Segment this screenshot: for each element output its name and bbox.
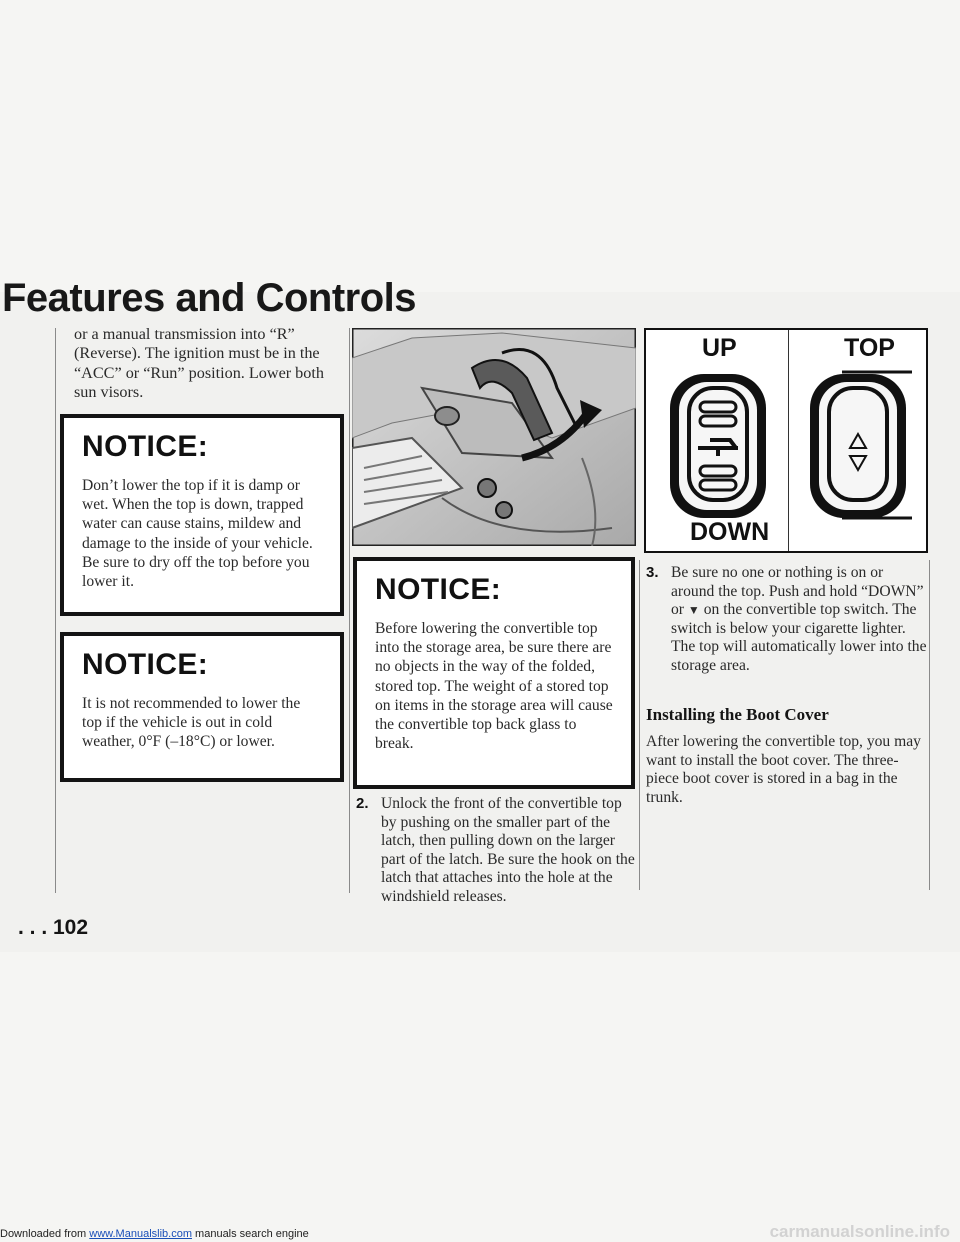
notice-text: It is not recommended to lower the top if the vehicle is out in cold weather, 0°F (–18°C) or lower. (82, 695, 301, 751)
step-number: 3. (646, 564, 659, 581)
notice-title: NOTICE: (82, 430, 209, 463)
watermark: carmanualsonline.info (769, 1222, 950, 1241)
notice-text: Don’t lower the top if it is damp or wet. When the top is down, trapped water can cause stains, mildew and damage to the inside of your vehicle. Be sure to dry off the top before you lower it. (82, 477, 313, 591)
convertible-top-switch-diagram (644, 328, 928, 553)
manualslib-link[interactable]: www.Manualslib.com (89, 1228, 192, 1240)
down-triangle-icon: ▼ (687, 603, 700, 618)
notice-box-storage-area (353, 557, 635, 789)
step-text: Be sure no one or nothing is on or around the top. Push and hold “DOWN” or ▼ on the convertible top switch. The switch is below your cigarette lighter. The top will automatically lower into the storage area. (671, 564, 927, 674)
boot-cover-paragraph: After lowering the convertible top, you may want to install the boot cover. The three-piece boot cover is stored in a bag in the trunk. (646, 733, 921, 806)
download-footer: Downloaded from www.Manualslib.com manuals search engine (0, 1228, 309, 1240)
step-number: 2. (356, 795, 369, 812)
switch-label-up: UP (702, 334, 737, 362)
subheading-boot-cover: Installing the Boot Cover (646, 705, 829, 724)
right-column-rule (639, 560, 640, 890)
step-3 (646, 564, 928, 676)
switch-illustration-icon (662, 368, 912, 528)
left-column-rule (55, 328, 56, 893)
step-text: Unlock the front of the convertible top by pushing on the smaller part of the latch, then pulling down on the larger part of the latch. Be sure the hook on the latch that attaches into the hole at the windshield releases. (381, 795, 635, 905)
notice-text: Before lowering the convertible top into the storage area, be sure there are no objects in the way of the folded, stored top. The weight of a stored top on items in the storage area will cause the convertible top back glass to break. (375, 620, 613, 753)
notice-title: NOTICE: (82, 648, 209, 681)
step-2 (356, 795, 638, 907)
section-title: Features and Controls (2, 276, 417, 320)
page-number: . . . 102 (18, 916, 89, 939)
far-right-column-rule (929, 560, 930, 890)
switch-label-down: DOWN (690, 518, 770, 546)
intro-paragraph: or a manual transmission into “R” (Reverse). The ignition must be in the “ACC” or “Run” position. Lower both sun visors. (74, 325, 324, 402)
latch-illustration (352, 328, 636, 546)
notice-box-cold-weather (60, 632, 344, 782)
notice-title: NOTICE: (375, 573, 502, 606)
notice-box-damp-top (60, 414, 344, 616)
middle-column-rule (349, 328, 350, 893)
switch-label-top: TOP (844, 334, 895, 362)
